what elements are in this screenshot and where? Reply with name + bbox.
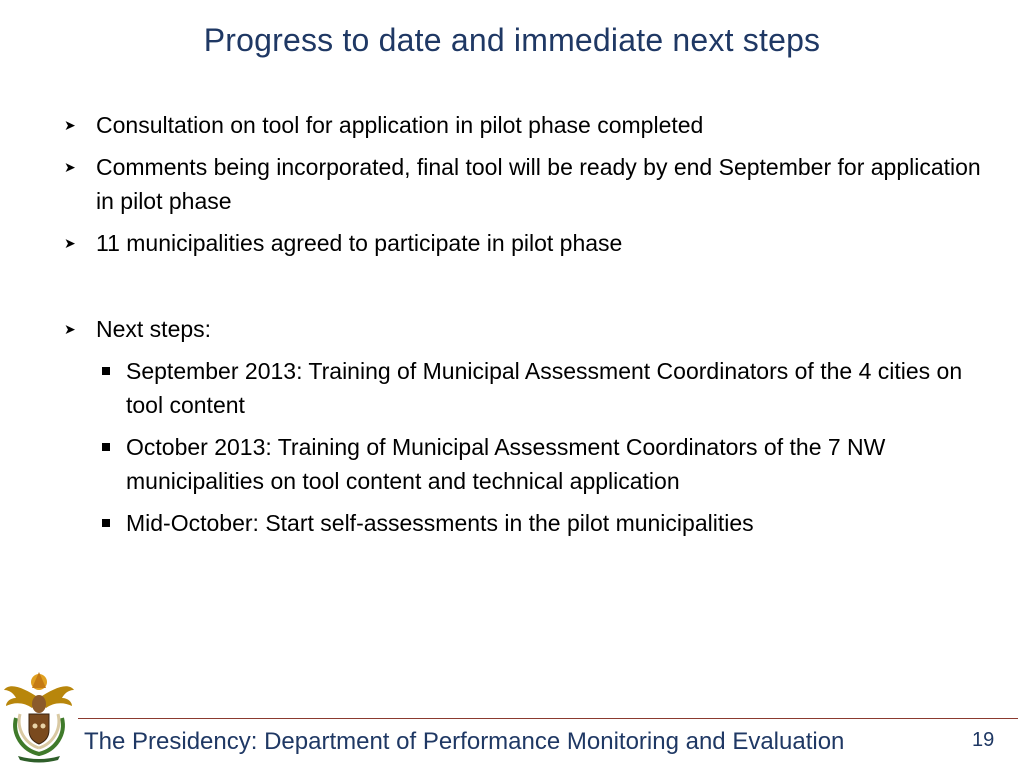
bullet-text: 11 municipalities agreed to participate in pilot phase: [96, 230, 623, 256]
slide-content: [62, 108, 997, 548]
bullet-text: Comments being incorporated, final tool will be ready by end September for application in pilot phase: [96, 154, 981, 214]
arrow-bullet-icon: ➤: [64, 235, 76, 251]
bullet-item: [62, 226, 997, 260]
arrow-bullet-icon: ➤: [64, 117, 76, 133]
slide-title: Progress to date and immediate next steps: [203, 22, 821, 58]
sub-bullet-text: September 2013: Training of Municipal Assessment Coordinators of the 4 cities on tool content: [126, 358, 963, 418]
footer-text: The Presidency: Department of Performance Monitoring and Evaluation: [84, 728, 845, 755]
bullet-text: Consultation on tool for application in pilot phase completed: [96, 112, 704, 138]
bullet-item: [62, 150, 997, 218]
coat-of-arms-icon: [2, 668, 76, 764]
bullet-item: [62, 108, 997, 142]
page-number: 19: [972, 729, 995, 751]
sub-bullet-text: Mid-October: Start self-assessments in the pilot municipalities: [126, 510, 754, 536]
bullet-item-next-steps: [62, 312, 997, 346]
square-bullet-icon: [102, 519, 110, 527]
square-bullet-icon: [102, 367, 110, 375]
sub-bullet-item: [62, 430, 997, 498]
sub-bullet-text: October 2013: Training of Municipal Assessment Coordinators of the 7 NW municipalities on tool content and technical application: [126, 434, 886, 494]
arrow-bullet-icon: ➤: [64, 321, 76, 337]
arrow-bullet-icon: ➤: [64, 159, 76, 175]
sub-bullet-item: [62, 506, 997, 540]
square-bullet-icon: [102, 443, 110, 451]
footer-rule: [78, 718, 1018, 719]
next-steps-label: Next steps:: [96, 316, 212, 342]
spacer: [62, 268, 997, 312]
sub-bullet-item: [62, 354, 997, 422]
